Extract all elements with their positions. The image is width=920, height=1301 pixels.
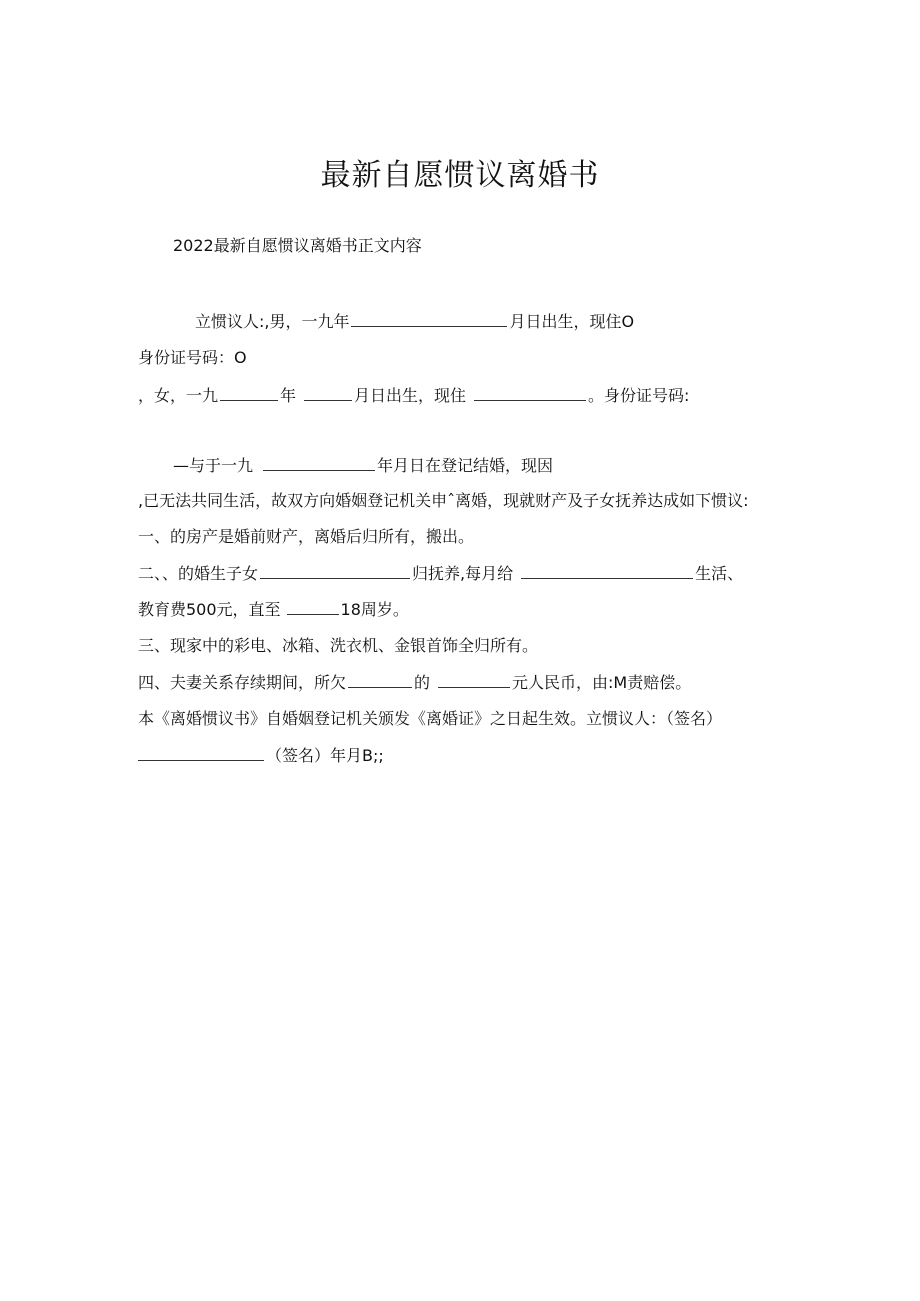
p10-text-b: 的 xyxy=(414,673,431,692)
paragraph-6: 一、的房产是婚前财产，离婚后归所有，搬出。 xyxy=(138,527,475,546)
p1-text-a: 立惯议人:,男，一九年 xyxy=(195,312,350,331)
p8-text-b: 18周岁。 xyxy=(340,600,409,619)
blank-field xyxy=(287,600,339,615)
blank-field xyxy=(263,456,375,471)
paragraph-11: 本《离婚惯议书》自婚姻登记机关颁发《离婚证》之日起生效。立惯议人：（签名） xyxy=(138,709,723,728)
p7-text-c: 生活、 xyxy=(695,564,744,583)
paragraph-8 xyxy=(138,597,409,620)
p12-text: （签名）年月B;; xyxy=(266,746,384,765)
p3-text-b: 年 xyxy=(280,386,297,405)
blank-field xyxy=(521,564,693,579)
p8-text-a: 教育费500元，直至 xyxy=(138,600,281,619)
p7-text-b: 归抚养,每月给 xyxy=(412,564,514,583)
blank-field xyxy=(138,746,264,761)
paragraph-12 xyxy=(138,743,384,766)
blank-field xyxy=(438,673,510,688)
p10-text-c: 元人民币，由:M责赔偿。 xyxy=(512,673,692,692)
blank-field xyxy=(474,386,586,401)
p4-text-b: 年月日在登记结婚，现因 xyxy=(377,456,554,475)
blank-field xyxy=(351,312,507,327)
paragraph-3 xyxy=(138,383,689,406)
p1-text-b: 月日出生，现住O xyxy=(509,312,635,331)
paragraph-10 xyxy=(138,670,691,693)
paragraph-9: 三、现家中的彩电、冰箱、洗衣机、金银首饰全归所有。 xyxy=(138,636,539,655)
blank-field xyxy=(260,564,410,579)
p3-text-c: 月日出生，现住 xyxy=(354,386,467,405)
paragraph-2: 身份证号码：O xyxy=(138,348,247,367)
blank-field xyxy=(348,673,412,688)
document-subtitle: 2022最新自愿惯议离婚书正文内容 xyxy=(173,236,422,255)
paragraph-1 xyxy=(195,309,634,332)
p10-text-a: 四、夫妻关系存续期间，所欠 xyxy=(138,673,347,692)
paragraph-5: ,已无法共同生活，故双方向婚姻登记机关申ˆ离婚，现就财产及子女抚养达成如下惯议: xyxy=(138,491,749,510)
paragraph-4 xyxy=(173,453,553,476)
p3-text-d: 。身份证号码: xyxy=(588,386,690,405)
document-title: 最新自愿惯议离婚书 xyxy=(320,158,600,193)
p7-text-a: 二、、的婚生子女 xyxy=(138,564,259,583)
blank-field xyxy=(220,386,278,401)
blank-field xyxy=(304,386,352,401)
p4-text-a: —与于一九 xyxy=(173,456,254,475)
paragraph-7 xyxy=(138,561,743,584)
p3-text-a: ，女，一九 xyxy=(138,386,219,405)
